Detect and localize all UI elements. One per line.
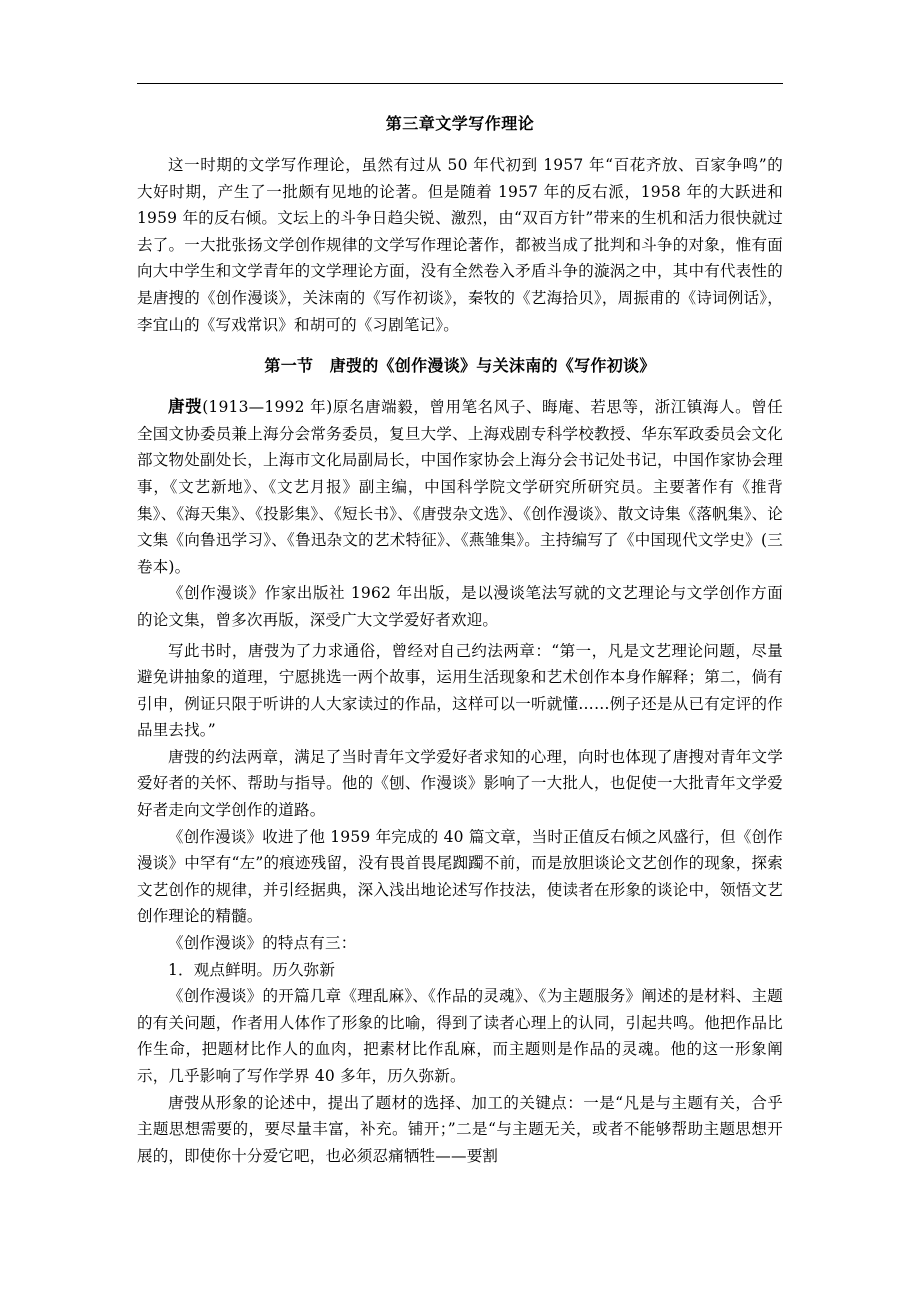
bio-text: (1913—1992 年)原名唐端毅，曾用笔名风子、晦庵、若思等，浙江镇海人。曾任全国文协委员兼上海分会常务委员，复旦大学、上海戏剧专科学校教授、华东军政委员会文化部文物处副处长，上海市文化局副局长，中国作家协会上海分会书记处书记，中国作家协会理事，《文艺新地》、《文艺月报》副主编，中国科学院文学研究所研究员。主要著作有《推背集》、《海天集》、《投影集》、《短长书》、《唐弢杂文选》、《创作漫谈》、散文诗集《落帆集》、论文集《向鲁迅学习》、《鲁迅杂文的艺术特征》、《燕雏集》。主持编写了《中国现代文学史》(三卷本)。 (137, 398, 783, 576)
list-heading: 1．观点鲜明。历久弥新 (168, 960, 336, 979)
document-body (137, 110, 783, 1169)
chapter-title: 第三章文学写作理论 (385, 114, 535, 133)
body-paragraph: 唐弢从形象的论述中，提出了题材的选择、加工的关键点：一是“凡是与主题有关，合乎主题思想需要的，要尽量丰富，补充。铺开；”二是“与主题无关，或者不能够帮助主题思想开展的，即使你十分爱它吧，也必须忍痛牺牲——要割 (137, 1093, 783, 1165)
body-paragraph: 唐弢的约法两章，满足了当时青年文学爱好者求知的心理，向时也体现了唐搜对青年文学爱好者的关怀、帮助与指导。他的《刨、作漫谈》影响了一大批人，也促使一大批青年文学爱好者走向文学创作的道路。 (137, 747, 783, 820)
body-paragraph: 《创作漫谈》的开篇几章《理乱麻》、《作品的灵魂》、《为主题服务》阐述的是材料、主题的有关问题，作者用人体作了形象的比喻，得到了读者心理上的认同，引起共鸣。他把作品比作生命，把题材比作人的血肉，把素材比作乱麻，而主题则是作品的灵魂。他的这一形象阐示，几乎影响了写作学界 40 多年，历久弥新。 (137, 987, 783, 1085)
bio-paragraph (137, 394, 783, 580)
body-paragraph: 写此书时，唐弢为了力求通俗，曾经对自己约法两章：“第一，凡是文艺理论问题，尽量避免讲抽象的道理，宁愿挑选一两个故事，运用生活现象和艺术创作本身作解释；第二，倘有引申，例证只限于听讲的人大家读过的作品，这样可以一听就懂……例子还是从已有定评的作品里去找。” (137, 641, 783, 740)
bio-name: 唐弢 (168, 397, 203, 417)
top-rule-divider (137, 83, 783, 84)
body-paragraph: 《创作漫谈》的特点有三： (168, 934, 357, 953)
body-paragraph: 《创作漫谈》收进了他 1959 年完成的 40 篇文章，当时正值反右倾之风盛行，但《创作漫谈》中罕有“左”的痕迹残留，没有畏首畏尾踟躅不前，而是放胆谈论文艺创作的现象，探索文艺创作的规律，并引经据典，深入浅出地论述写作技法，使读者在形象的谈论中，领悟文艺创作理论的精髓。 (137, 827, 783, 926)
body-paragraph: 《创作漫谈》作家出版社 1962 年出版，是以漫谈笔法写就的文艺理论与文学创作方面的论文集，曾多次再版，深受广大文学爱好者欢迎。 (137, 584, 783, 629)
section-title: 第一节 唐弢的《创作漫谈》与关沫南的《写作初谈》 (264, 356, 656, 376)
intro-paragraph: 这一时期的文学写作理论，虽然有过从 50 年代初到 1957 年“百花齐放、百家争鸣”的大好时期，产生了一批颇有见地的论著。但是随着 1957 年的反右派，1958 年的大跃进和 1959 年的反右倾。文坛上的斗争日趋尖锐、激烈，由“双百方针”带来的生机和活力很快就过去了。一大批张扬文学创作规律的文学写作理论著作，都被当成了批判和斗争的对象，惟有面向大中学生和文学青年的文学理论方面，没有全然卷入矛盾斗争的漩涡之中，其中有代表性的是唐搜的《创作漫谈》，关沫南的《写作初谈》，秦牧的《艺海拾贝》，周振甫的《诗词例话》，李宜山的《写戏常识》和胡可的《习剧笔记》。 (137, 156, 783, 334)
